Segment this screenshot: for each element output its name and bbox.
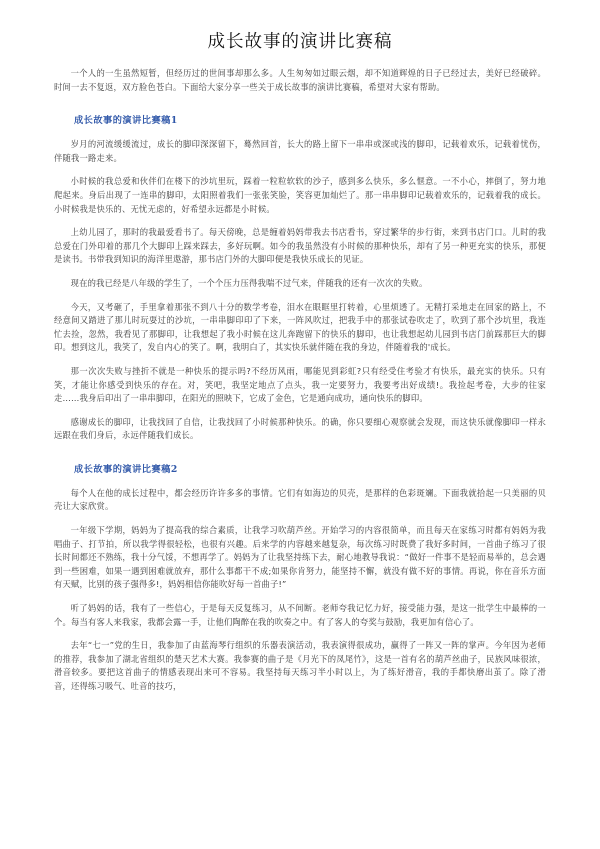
page-title: 成长故事的演讲比赛稿 [207,32,393,52]
section-heading-1: 成长故事的演讲比赛稿1 [74,115,178,127]
paragraph: 一年级下学期，妈妈为了提高我的综合素质，让我学习吹葫芦丝。开始学习的内容很简单，而且每天在家练习时都有妈妈为我唱曲子、打节拍，所以我学得很轻松，也很有兴趣。后来学的内容越来越复杂，每次练习时既费了我好多时间，一首曲子练习了很长时间都还不熟练，我十分气馁，不想再学了。妈妈为了让我坚持练下去，耐心地教导我说：“做好一件事不是轻而易举的，总会遇到一些困难，如果一遇到困难就放弃，那什么事都干不成;如果你肯努力，能坚持不懈，就没有做不好的事情。再说，你在音乐方面有天赋，比别的孩子强得多!，妈妈相信你能吹好每一首曲子!” [54,525,546,590]
section-heading-2: 成长故事的演讲比赛稿2 [74,463,178,475]
intro-paragraph: 一个人的一生虽然短暂，但经历过的世间事却那么多。人生匆匆如过眼云烟，却不知道辉煌的日子已经过去，美好已经破碎。时间一去不复返，双方脸色苍白。下面给大家分享一些关于成长故事的演讲比赛稿，希望对大家有帮助。 [54,68,546,92]
paragraph: 听了妈妈的话，我有了一些信心，于是每天反复练习，从不间断。老师夸我记忆力好，接受能力强，是这一批学生中最棒的一个。每当有客人来我家，我都会露一手，让他们陶醉在我的吹奏之中。有了客人的夸奖与鼓励，我更加有信心了。 [54,603,546,627]
paragraph: 现在的我已经是八年级的学生了，一个个压力压得我喘不过气来，伴随我的还有一次次的失败。 [70,277,428,288]
paragraph: 每个人在他的成长过程中，都会经历许许多多的事情。它们有如海边的贝壳，是那样的色彩斑斓。下面我就拾起一只美丽的贝壳让大家欣赏。 [54,487,546,512]
paragraph: 去年“七一”党的生日，我参加了由蓝海琴行组织的乐器表演活动，我表演得很成功，赢得了一阵又一阵的掌声。今年因为老师的推荐，我参加了湖北省组织的楚天艺术大赛。我参赛的曲子是《月光下的凤尾竹》，这是一首有名的葫芦丝曲子，民族风味很浓，滑音较多。要把这首曲子的情感表现出来可不容易。我坚持每天练习半小时以上，为了练好滑音，我的手都快磨出茧了。除了滑音，还得练习吸气、吐音的技巧， [54,640,546,691]
paragraph: 感谢成长的脚印，让我找回了自信，让我找回了小时候那种快乐。的确，你只要细心观察就会发现，而这快乐就像脚印一样永远跟在我们身后，永远伴随我们成长。 [54,416,546,441]
paragraph: 今天，又考砸了，手里拿着那张不到八十分的数学考卷，泪水在眼眶里打转着，心里烦透了。无精打采地走在回家的路上，不经意间又踏进了那儿时玩耍过的沙坑，一串串脚印印了下来，一阵风吹过，把我手中的那张试卷吹走了，吹到了那个沙坑里，我连忙去捡，忽然，我看见了那脚印，让我想起了我小时候在这儿奔跑留下的快乐的脚印，也让我想起幼儿园到书店门前踩那巨大的脚印。想到这儿，我笑了，发自内心的笑了。啊，我明白了，其实快乐就伴随在我的身边，伴随着我的'成长。 [54,301,546,353]
paragraph: 岁月的河流缓缓流过，成长的脚印深深留下，蓦然回首，长大的路上留下一串串或深或浅的脚印，记载着欢乐，记载着忧伤，伴随我一路走来。 [54,139,546,163]
paragraph: 小时候的我总爱和伙伴们在楼下的沙坑里玩，踩着一粒粒软软的沙子，感到多么快乐，多么惬意。一不小心，摔倒了，努力地爬起来。身后出现了一连串的脚印，太阳照着我们一张张笑脸，笑容更加灿烂了。那一串串脚印记载着欢乐的，记载着我的成长。小时候我是快乐的、无忧无虑的，好希望永远都是小时候。 [54,176,546,214]
paragraph: 上幼儿园了，那时的我最爱看书了。每天傍晚，总是缠着妈妈带我去书店看书，穿过繁华的步行街，来到书店门口。儿时的我总爱在门外印着的那几个大脚印上踩来踩去，多好玩啊。如今的我虽然没有小时候的那种快乐，却有了另一种更充实的快乐，那便是读书。书带我到知识的海洋里遨游，那书店门外的大脚印便是我快乐成长的见证。 [54,227,546,265]
paragraph: 那一次次失败与挫折不就是一种快乐的提示吗?不经历风雨，哪能见到彩虹?只有经受住考验才有快乐，最充实的快乐。只有笑，才能让你感受到快乐的存在。对，笑吧，我坚定地点了点头，我一定要努力，我要考出好成绩!。我捡起考卷，大步的往家走……我身后印出了一串串脚印，在阳光的照映下，它成了金色，它是通向成功，通向快乐的脚印。 [54,365,546,404]
